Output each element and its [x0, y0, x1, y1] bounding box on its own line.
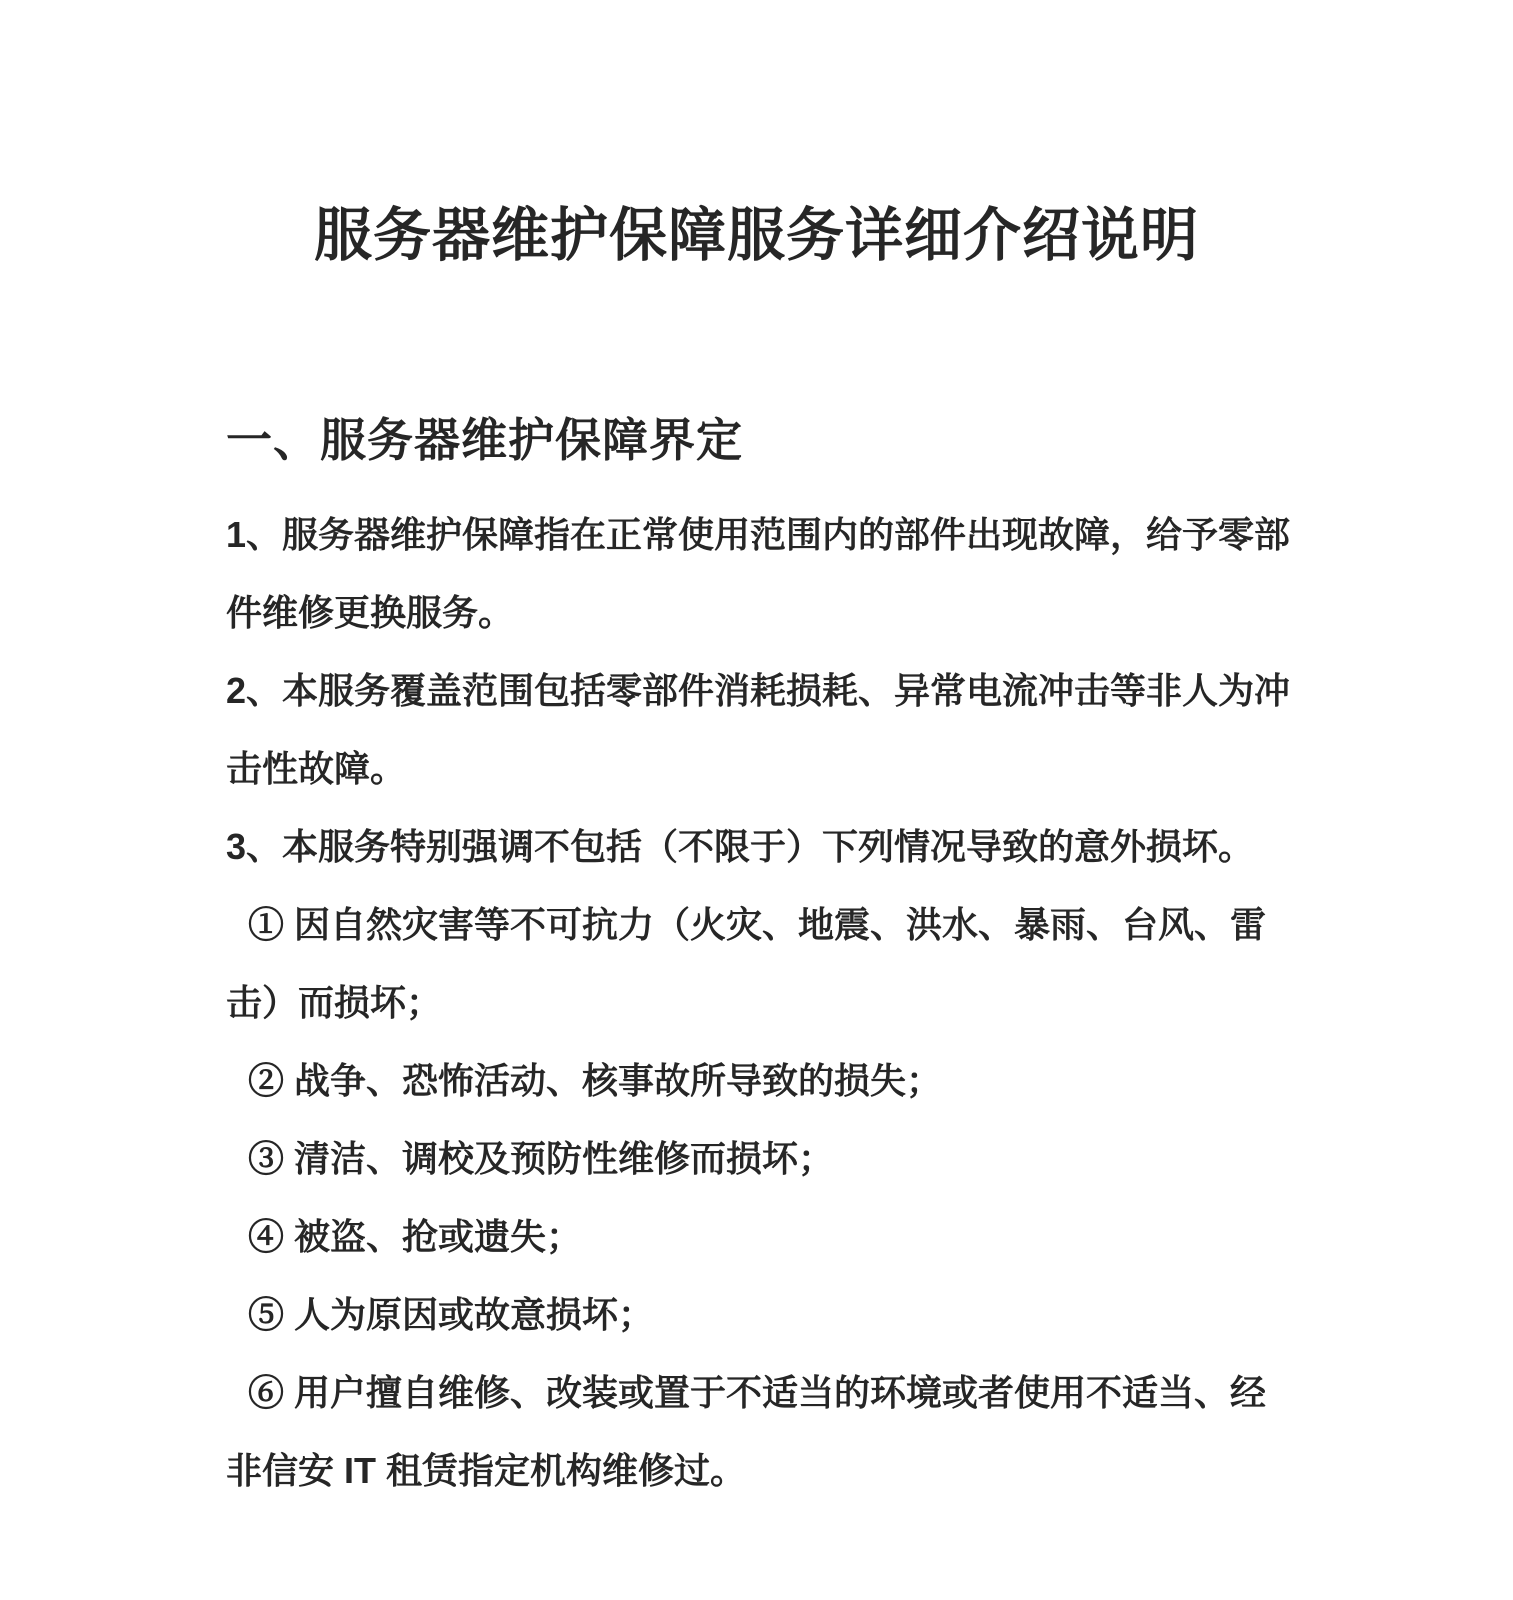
paragraph-exclusion-6: ⑥ 用户擅自维修、改装或置于不适当的环境或者使用不适当、经非信安 IT 租赁指定机构维修过。: [226, 1372, 1267, 1491]
paragraph-exclusion-3: ③ 清洁、调校及预防性维修而损坏；: [248, 1138, 835, 1179]
paragraph-clause-1: 1、服务器维护保障指在正常使用范围内的部件出现故障，给予零部件维修更换服务。: [226, 514, 1291, 633]
section-body: [226, 496, 1292, 1510]
document-content: [226, 412, 1292, 1510]
paragraph-clause-3: 3、本服务特别强调不包括（不限于）下列情况导致的意外损坏。: [226, 826, 1255, 867]
paragraph-exclusion-2: ② 战争、恐怖活动、核事故所导致的损失；: [248, 1060, 943, 1101]
section-heading: 一、服务器维护保障界定: [226, 414, 743, 466]
paragraph-exclusion-5: ⑤ 人为原因或故意损坏；: [248, 1294, 655, 1335]
paragraph-exclusion-1: ① 因自然灾害等不可抗力（火灾、地震、洪水、暴雨、台风、雷击）而损坏；: [226, 904, 1267, 1023]
paragraph-clause-2: 2、本服务覆盖范围包括零部件消耗损耗、异常电流冲击等非人为冲击性故障。: [226, 670, 1291, 789]
paragraph-exclusion-4: ④ 被盗、抢或遗失；: [248, 1216, 583, 1257]
document-title: 服务器维护保障服务详细介绍说明: [313, 203, 1199, 268]
